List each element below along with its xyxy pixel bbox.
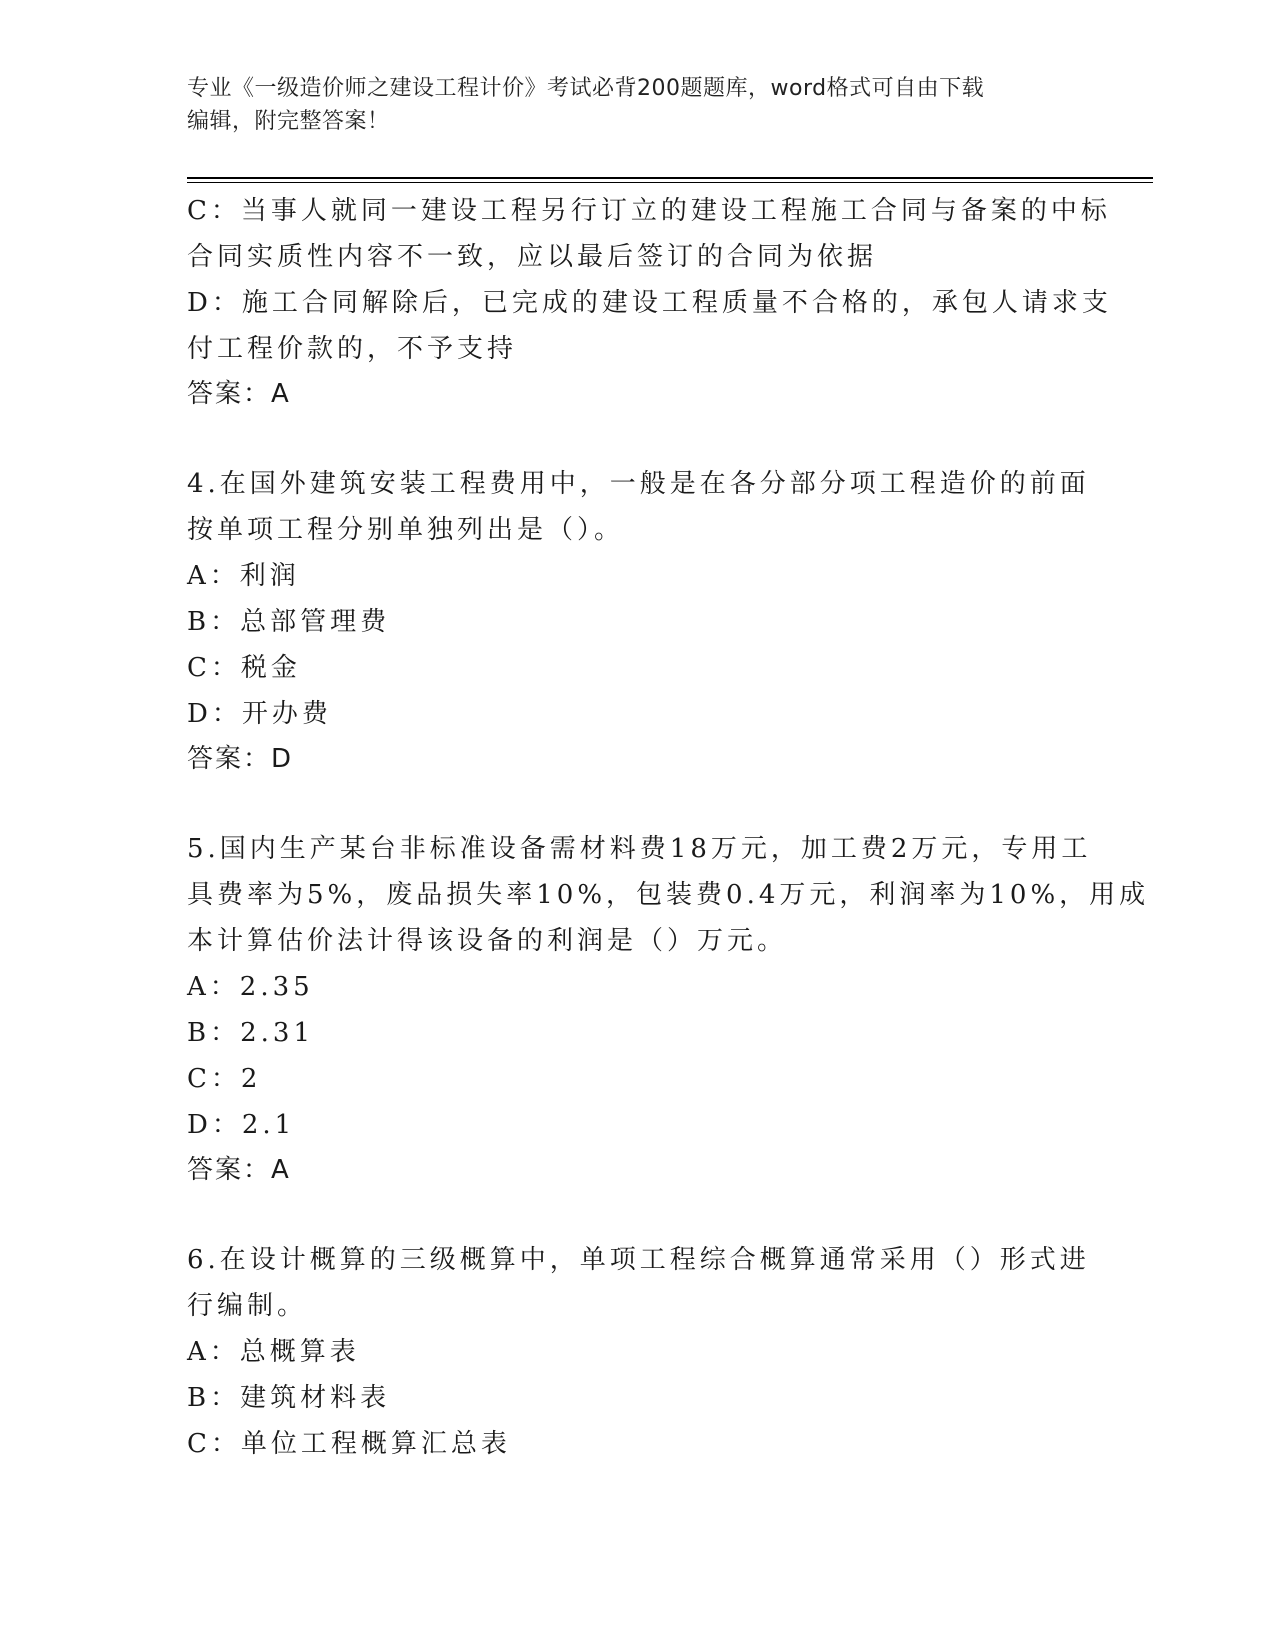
q3-option-c-line-1: C：当事人就同一建设工程另行订立的建设工程施工合同与备案的中标 [187, 196, 1111, 226]
header-divider-thick [187, 177, 1153, 179]
q5-stem-line-1: 5.国内生产某台非标准设备需材料费18万元，加工费2万元，专用工 [187, 834, 1092, 864]
q4-option-b: B：总部管理费 [187, 607, 391, 637]
q3-option-d-line-1: D：施工合同解除后，已完成的建设工程质量不合格的，承包人请求支 [187, 288, 1112, 318]
spacer [187, 781, 1087, 826]
q3-option-c-line-2: 合同实质性内容不一致，应以最后签订的合同为依据 [187, 242, 878, 272]
question-4 [187, 461, 1090, 781]
q4-option-d: D：开办费 [187, 699, 332, 729]
q4-answer: 答案：D [187, 744, 294, 774]
header-line-1: 专业《一级造价师之建设工程计价》考试必背200题题库，word格式可自由下载 [187, 76, 985, 101]
q4-option-c: C：税金 [187, 653, 301, 683]
q6-option-a: A：总概算表 [187, 1337, 360, 1367]
document-header [187, 72, 1067, 138]
q6-option-c: C：单位工程概算汇总表 [187, 1429, 511, 1459]
q5-answer: 答案：A [187, 1155, 291, 1185]
q4-stem-line-1: 4.在国外建筑安装工程费用中，一般是在各分部分项工程造价的前面 [187, 469, 1090, 499]
spacer [187, 1192, 1087, 1237]
header-line-2: 编辑，附完整答案！ [187, 109, 390, 134]
q5-option-a: A：2.35 [187, 972, 314, 1002]
q5-option-c: C：2 [187, 1064, 262, 1094]
spacer [187, 416, 1087, 461]
q6-stem-line-2: 行编制。 [187, 1291, 308, 1321]
q3-answer: 答案：A [187, 379, 291, 409]
q4-stem-line-2: 按单项工程分别单独列出是（）。 [187, 515, 625, 545]
question-list [187, 188, 1150, 1467]
q6-option-b: B：建筑材料表 [187, 1383, 391, 1413]
header-divider-thin [187, 182, 1153, 183]
question-6 [187, 1237, 1090, 1467]
q3-option-d-line-2: 付工程价款的，不予支持 [187, 334, 518, 364]
q6-stem-line-1: 6.在设计概算的三级概算中，单项工程综合概算通常采用（）形式进 [187, 1245, 1090, 1275]
q4-option-a: A：利润 [187, 561, 300, 591]
q5-stem-line-2: 具费率为5%，废品损失率10%，包装费0.4万元，利润率为10%，用成 [187, 880, 1150, 910]
question-3-tail [187, 188, 1112, 416]
q5-option-b: B：2.31 [187, 1018, 314, 1048]
q5-option-d: D：2.1 [187, 1110, 296, 1140]
q5-stem-line-3: 本计算估价法计得该设备的利润是（）万元。 [187, 926, 788, 956]
question-5 [187, 826, 1150, 1192]
